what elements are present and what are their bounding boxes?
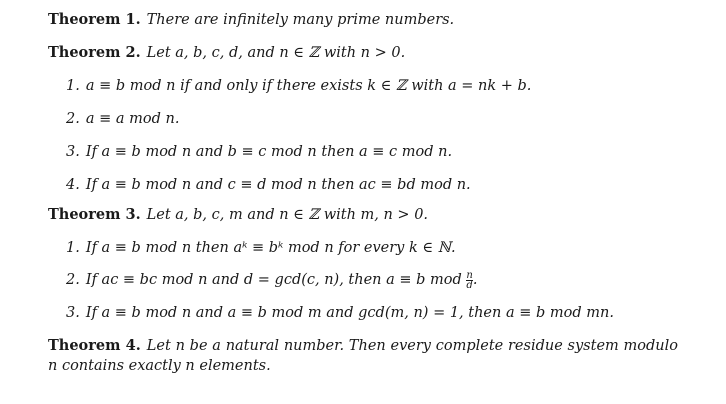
- item-number: 1.: [66, 78, 80, 94]
- theorem-1: [48, 10, 454, 30]
- theorem-2-item-4: [66, 175, 471, 195]
- theorem-2-statement: Let a, b, c, d, and n ∈ ℤ with n > 0.: [146, 45, 406, 61]
- item-number: 2.: [66, 111, 80, 127]
- theorem-4: [48, 336, 678, 376]
- theorem-3-statement: Let a, b, c, m and n ∈ ℤ with m, n > 0.: [146, 207, 429, 223]
- theorem-3-item-3: [66, 303, 614, 323]
- item-number: 3.: [66, 305, 80, 321]
- theorem-4-statement: Let n be a natural number. Then every complete residue system modulo n contains exactly n elements.: [48, 338, 679, 374]
- theorem-4-label: Theorem 4.: [48, 337, 141, 354]
- item-number: 4.: [66, 177, 80, 193]
- item-number: 2.: [66, 272, 80, 288]
- theorem-1-label: Theorem 1.: [48, 11, 141, 28]
- theorem-2: [48, 43, 405, 63]
- item-text: a ≡ b mod n if and only if there exists k ∈ ℤ with a = nk + b.: [85, 78, 532, 94]
- item-text: If a ≡ b mod n and a ≡ b mod m and gcd(m, n) = 1, then a ≡ b mod mn.: [85, 305, 614, 321]
- theorem-3-item-1: [66, 238, 456, 258]
- fraction-numerator: n: [466, 269, 473, 281]
- item-text: If a ≡ b mod n and c ≡ d mod n then ac ≡ bd mod n.: [85, 177, 471, 193]
- theorem-3-item-2: [66, 270, 477, 290]
- item-number: 3.: [66, 144, 80, 160]
- item-number: 1.: [66, 240, 80, 256]
- theorem-1-statement: There are infinitely many prime numbers.: [146, 12, 455, 28]
- item-text: If ac ≡ bc mod n and d = gcd(c, n), then a ≡ b mod: [85, 272, 462, 288]
- item-tail: .: [472, 272, 478, 288]
- theorem-2-item-2: [66, 109, 179, 129]
- item-text: If a ≡ b mod n then aᵏ ≡ bᵏ mod n for every k ∈ ℕ.: [85, 240, 456, 256]
- item-text: If a ≡ b mod n and b ≡ c mod n then a ≡ c mod n.: [85, 144, 453, 160]
- fraction-denominator: d: [466, 279, 473, 291]
- theorem-3-label: Theorem 3.: [48, 206, 141, 223]
- theorem-2-item-3: [66, 142, 452, 162]
- theorem-3: [48, 205, 428, 225]
- theorem-2-label: Theorem 2.: [48, 44, 141, 61]
- theorem-2-item-1: [66, 76, 531, 96]
- item-text: a ≡ a mod n.: [85, 111, 180, 127]
